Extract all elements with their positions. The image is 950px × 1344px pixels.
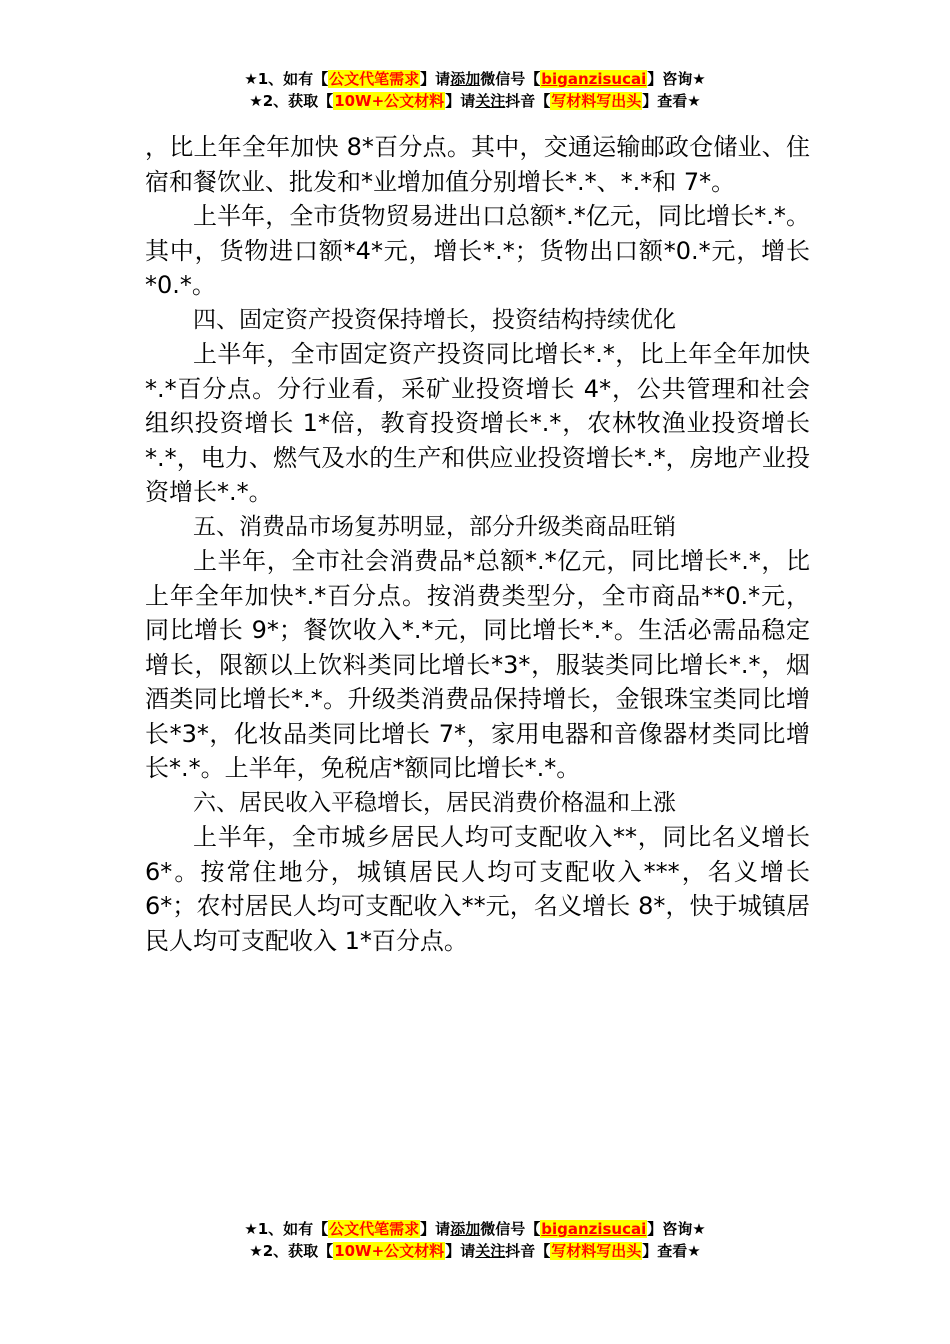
banner-text: ★2、获取【: [249, 92, 334, 110]
douyin-account: 写材料写出头: [551, 1242, 642, 1260]
wechat-id-link[interactable]: biganzisucai: [541, 70, 647, 88]
banner-text: 】咨询★: [647, 1220, 706, 1238]
section-heading: 四、固定资产投资保持增长，投资结构持续优化: [193, 306, 676, 333]
banner-line-2: [0, 90, 950, 112]
document-body: [145, 130, 810, 958]
footer-banner: [0, 1218, 950, 1262]
paragraph: 上半年，全市社会消费品*总额*.*亿元，同比增长*.*，比上年全年加快*.*百分点。按消费类型分，全市商品**0.*元，同比增长 9*；餐饮收入*.*元，同比增长*.*。生活必需品稳定增长，限额以上饮料类同比增长*3*，服装类同比增长*.*，烟酒类同比增长*.*。升级类消费品保持增长，金银珠宝类同比增长*3*，化妆品类同比增长 7*，家用电器和音像器材类同比增长*.*。上半年，免税店*额同比增长*.*。: [145, 547, 810, 782]
banner-text: 】请: [445, 92, 476, 110]
banner-text: 】请: [445, 1242, 476, 1260]
paragraph: 上半年，全市固定资产投资同比增长*.*，比上年全年加快*.*百分点。分行业看，采矿业投资增长 4*，公共管理和社会组织投资增长 1*倍，教育投资增长*.*，农林牧渔业投资增长*.*，电力、燃气及水的生产和供应业投资增长*.*，房地产业投资增长*.*。: [145, 340, 810, 506]
banner-text: 微信号【: [480, 70, 541, 88]
banner-text: 添加: [450, 70, 481, 88]
banner-text: 抖音【: [505, 92, 551, 110]
banner-text: 添加: [450, 1220, 481, 1238]
douyin-account: 写材料写出头: [551, 92, 642, 110]
banner-text: 抖音【: [505, 1242, 551, 1260]
banner-text: 关注: [475, 1242, 506, 1260]
highlight-service: 公文代笔需求: [329, 1220, 420, 1238]
banner-text: 】查看★: [642, 92, 701, 110]
banner-line-2: [0, 1240, 950, 1262]
banner-text: 】请: [420, 1220, 451, 1238]
section-heading: 六、居民收入平稳增长，居民消费价格温和上涨: [193, 789, 676, 816]
header-banner: [0, 68, 950, 112]
banner-text: 】请: [420, 70, 451, 88]
highlight-service: 公文代笔需求: [329, 70, 420, 88]
wechat-id-link[interactable]: biganzisucai: [541, 1220, 647, 1238]
banner-text: 关注: [475, 92, 506, 110]
banner-line-1: [0, 1218, 950, 1240]
highlight-materials: 10W+公文材料: [334, 92, 445, 110]
paragraph: 上半年，全市城乡居民人均可支配收入**，同比名义增长 6*。按常住地分，城镇居民人均可支配收入***，名义增长 6*；农村居民人均可支配收入**元，名义增长 8*，快于城镇居民人均可支配收入 1*百分点。: [145, 823, 810, 955]
banner-text: 微信号【: [480, 1220, 541, 1238]
banner-line-1: [0, 68, 950, 90]
section-heading: 五、消费品市场复苏明显，部分升级类商品旺销: [193, 513, 676, 540]
banner-text: 】咨询★: [647, 70, 706, 88]
highlight-materials: 10W+公文材料: [334, 1242, 445, 1260]
banner-text: ★2、获取【: [249, 1242, 334, 1260]
paragraph: 上半年，全市货物贸易进出口总额*.*亿元，同比增长*.*。其中，货物进口额*4*元，增长*.*；货物出口额*0.*元，增长*0.*。: [145, 202, 810, 299]
banner-text: ★1、如有【: [244, 70, 329, 88]
banner-text: ★1、如有【: [244, 1220, 329, 1238]
banner-text: 】查看★: [642, 1242, 701, 1260]
paragraph: ，比上年全年加快 8*百分点。其中，交通运输邮政仓储业、住宿和餐饮业、批发和*业增加值分别增长*.*、*.*和 7*。: [145, 133, 810, 196]
